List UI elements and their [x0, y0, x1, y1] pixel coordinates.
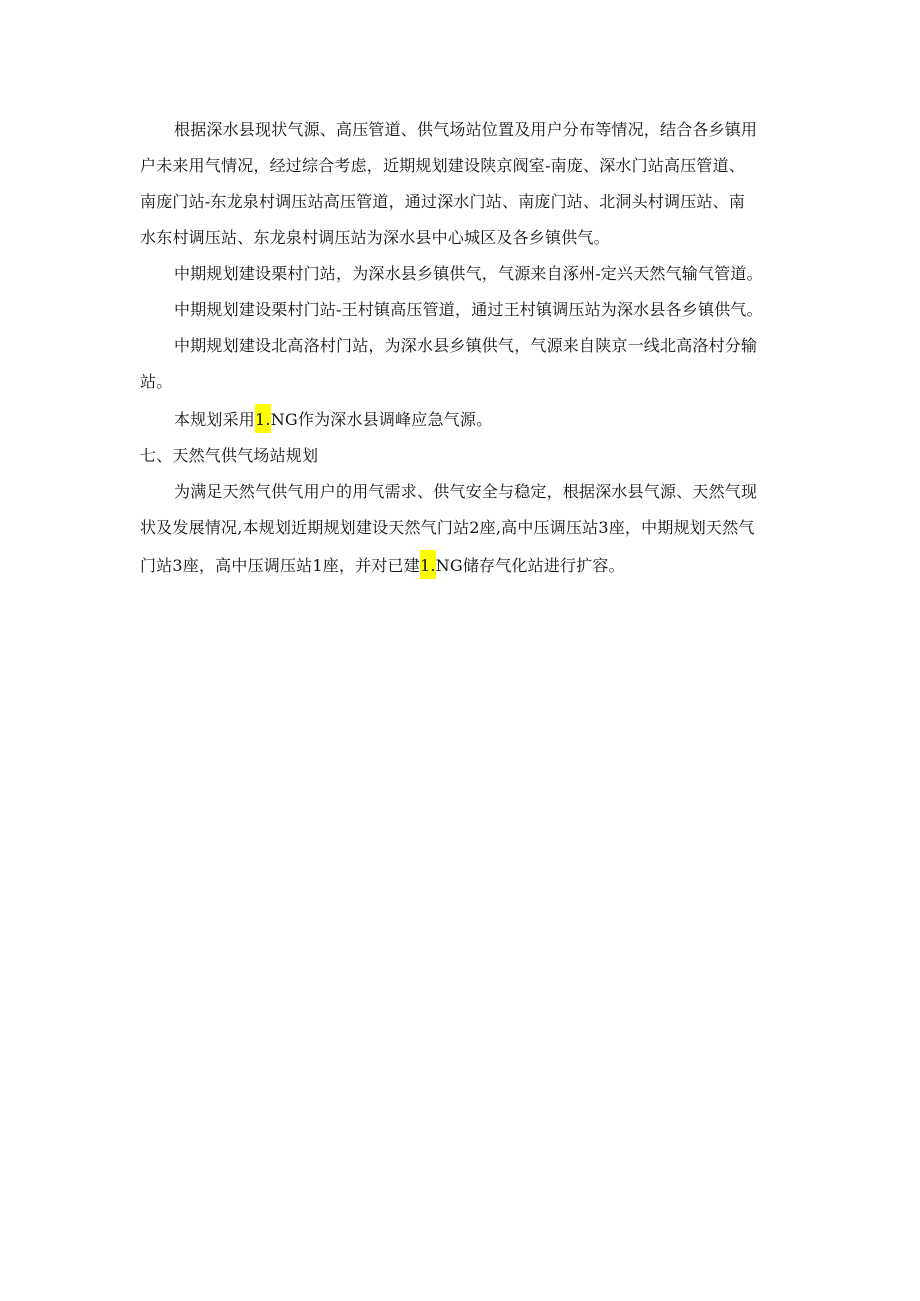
para5-text-after: NG作为深水县调峰应急气源。 — [270, 410, 493, 429]
para1-line1: 根据深水县现状气源、高压管道、供气场站位置及用户分布等情况，结合各乡镇用 — [174, 120, 758, 139]
para6-line2: 状及发展情况,本规划近期规划建设天然气门站2座,高中压调压站3座，中期规划天然气 — [140, 518, 755, 537]
para5-line — [174, 410, 492, 430]
lng-highlight: 1. — [255, 404, 271, 433]
para4-line2: 站。 — [140, 372, 173, 391]
para6-line1: 为满足天然气供气用户的用气需求、供气安全与稳定，根据深水县气源、天然气现 — [174, 482, 758, 501]
para5-text-before: 本规划采用 — [174, 410, 256, 429]
para6-text-before: 门站3座，高中压调压站1座，并对已建 — [140, 556, 420, 575]
para4-line1: 中期规划建设北高洛村门站，为深水县乡镇供气，气源来自陕京一线北高洛村分输 — [174, 336, 758, 355]
para6-line3 — [140, 556, 625, 576]
para1-line3: 南庞门站-东龙泉村调压站高压管道，通过深水门站、南庞门站、北洞头村调压站、南 — [140, 192, 746, 211]
para6-text-after: NG储存气化站进行扩容。 — [435, 556, 625, 575]
para2-line: 中期规划建设栗村门站，为深水县乡镇供气，气源来自涿州-定兴天然气输气管道。 — [174, 264, 763, 283]
lng-highlight: 1. — [420, 550, 436, 579]
section-heading-7: 七、天然气供气场站规划 — [140, 446, 319, 465]
para1-line4: 水东村调压站、东龙泉村调压站为深水县中心城区及各乡镇供气。 — [140, 228, 610, 247]
para1-line2: 户未来用气情况，经过综合考虑，近期规划建设陕京阀室-南庞、深水门站高压管道、 — [140, 156, 746, 175]
para3-line: 中期规划建设栗村门站-王村镇高压管道，通过王村镇调压站为深水县各乡镇供气。 — [174, 300, 763, 319]
